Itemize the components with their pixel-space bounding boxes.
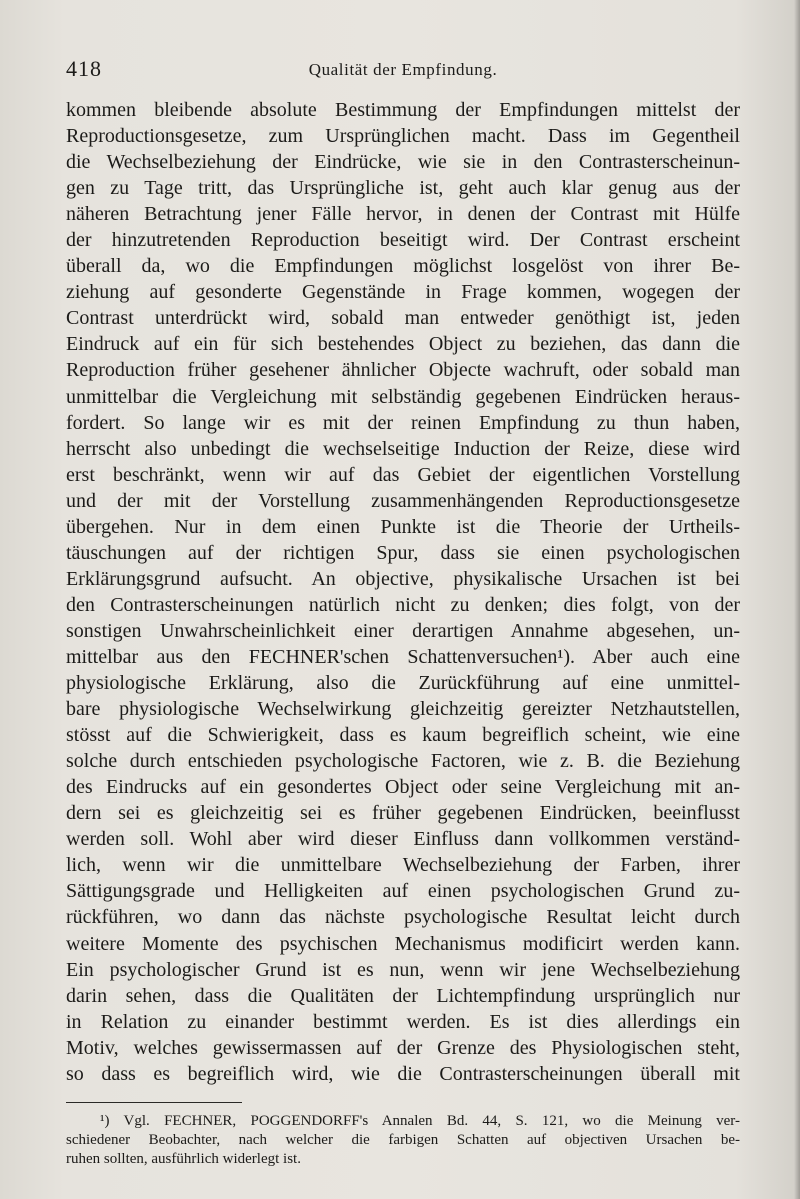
text-line: des Eindrucks auf ein gesondertes Object oder seine Vergleichung mit an- [66, 776, 740, 799]
text-line: gen zu Tage tritt, das Ursprüngliche ist, geht auch klar genug aus der [66, 177, 740, 200]
text-line: der hinzutretenden Reproduction beseitigt wird. Der Contrast erscheint [66, 229, 740, 252]
text-line: physiologische Erklärung, also die Zurückführung auf eine unmittel- [66, 672, 740, 695]
text-line: den Contrasterscheinungen natürlich nicht zu denken; dies folgt, von der [66, 593, 740, 616]
text-line: lich, wenn wir die unmittelbare Wechselbeziehung der Farben, ihrer [66, 854, 740, 877]
text-line: die Wechselbeziehung der Eindrücke, wie sie in den Contrasterscheinun- [66, 151, 740, 174]
text-line: bare physiologische Wechselwirkung gleichzeitig gereizter Netzhautstellen, [66, 698, 740, 721]
footnote-divider [66, 1102, 242, 1103]
text-line: Erklärungsgrund aufsucht. An objective, physikalische Ursachen ist bei [66, 567, 740, 590]
text-line: herrscht also unbedingt die wechselseitige Induction der Reize, diese wird [66, 437, 740, 460]
text-line: darin sehen, dass die Qualitäten der Lichtempfindung ursprünglich nur [66, 984, 740, 1007]
text-line: überall da, wo die Empfindungen möglichst losgelöst von ihrer Be- [66, 255, 740, 278]
page-header [66, 56, 740, 86]
text-line: Eindruck auf ein für sich bestehendes Object zu beziehen, das dann die [66, 333, 740, 356]
text-line: Ein psychologischer Grund ist es nun, wenn wir jene Wechselbeziehung [66, 958, 740, 981]
body-text [66, 97, 740, 1087]
text-line: und der mit der Vorstellung zusammenhängenden Reproductionsgesetze [66, 489, 740, 512]
footnotes [66, 1112, 740, 1169]
text-line: näheren Betrachtung jener Fälle hervor, in denen der Contrast mit Hülfe [66, 203, 740, 226]
text-line: erst beschränkt, wenn wir auf das Gebiet der eigentlichen Vorstellung [66, 463, 740, 486]
text-line: Reproductionsgesetze, zum Ursprünglichen macht. Dass im Gegentheil [66, 125, 740, 148]
text-line: übergehen. Nur in dem einen Punkte ist die Theorie der Urtheils- [66, 515, 740, 538]
text-line: Reproduction früher gesehener ähnlicher Objecte wachruft, oder sobald man [66, 359, 740, 382]
text-line: weitere Momente des psychischen Mechanismus modificirt werden kann. [66, 932, 740, 955]
text-line: kommen bleibende absolute Bestimmung der Empfindungen mittelst der [66, 99, 740, 121]
text-line: stösst auf die Schwierigkeit, dass es kaum begreiflich scheint, wie eine [66, 724, 740, 747]
footnote-line: ¹) Vgl. FECHNER, POGGENDORFF's Annalen Bd. 44, S. 121, wo die Meinung ver- [100, 1113, 740, 1129]
text-line: so dass es begreiflich wird, wie die Contrasterscheinungen überall mit [66, 1062, 740, 1085]
text-line: in Relation zu einander bestimmt werden. Es ist dies allerdings ein [66, 1010, 740, 1033]
text-line: Contrast unterdrückt wird, sobald man entweder genöthigt ist, jeden [66, 307, 740, 330]
text-line: rückführen, wo dann das nächste psychologische Resultat leicht durch [66, 906, 740, 929]
text-line: fordert. So lange wir es mit der reinen Empfindung zu thun haben, [66, 411, 740, 434]
text-line: solche durch entschieden psychologische Factoren, wie z. B. die Beziehung [66, 750, 740, 773]
text-line: sonstigen Unwahrscheinlichkeit einer derartigen Annahme abgesehen, un- [66, 619, 740, 642]
text-line: dern sei es gleichzeitig sei es früher gegebenen Eindrücken, beeinflusst [66, 802, 740, 825]
text-line: werden soll. Wohl aber wird dieser Einfluss dann vollkommen verständ- [66, 828, 740, 851]
text-line: täuschungen auf der richtigen Spur, dass sie einen psychologischen [66, 541, 740, 564]
page-edge-shadow [794, 0, 800, 1199]
text-line: Sättigungsgrade und Helligkeiten auf einen psychologischen Grund zu- [66, 880, 740, 903]
text-line: ziehung auf gesonderte Gegenstände in Frage kommen, wogegen der [66, 281, 740, 304]
text-line: unmittelbar die Vergleichung mit selbständig gegebenen Eindrücken heraus- [66, 385, 740, 408]
running-title: Qualität der Empfindung. [308, 60, 498, 79]
text-line: mittelbar aus den FECHNER'schen Schattenversuchen¹). Aber auch eine [66, 645, 740, 668]
text-line: Motiv, welches gewissermassen auf der Grenze des Physiologischen steht, [66, 1036, 740, 1059]
page-number: 418 [66, 56, 102, 81]
footnote-line: schiedener Beobachter, nach welcher die farbigen Schatten auf objectiven Ursachen be- [66, 1132, 740, 1148]
footnote-line: ruhen sollten, ausführlich widerlegt ist. [66, 1151, 301, 1167]
